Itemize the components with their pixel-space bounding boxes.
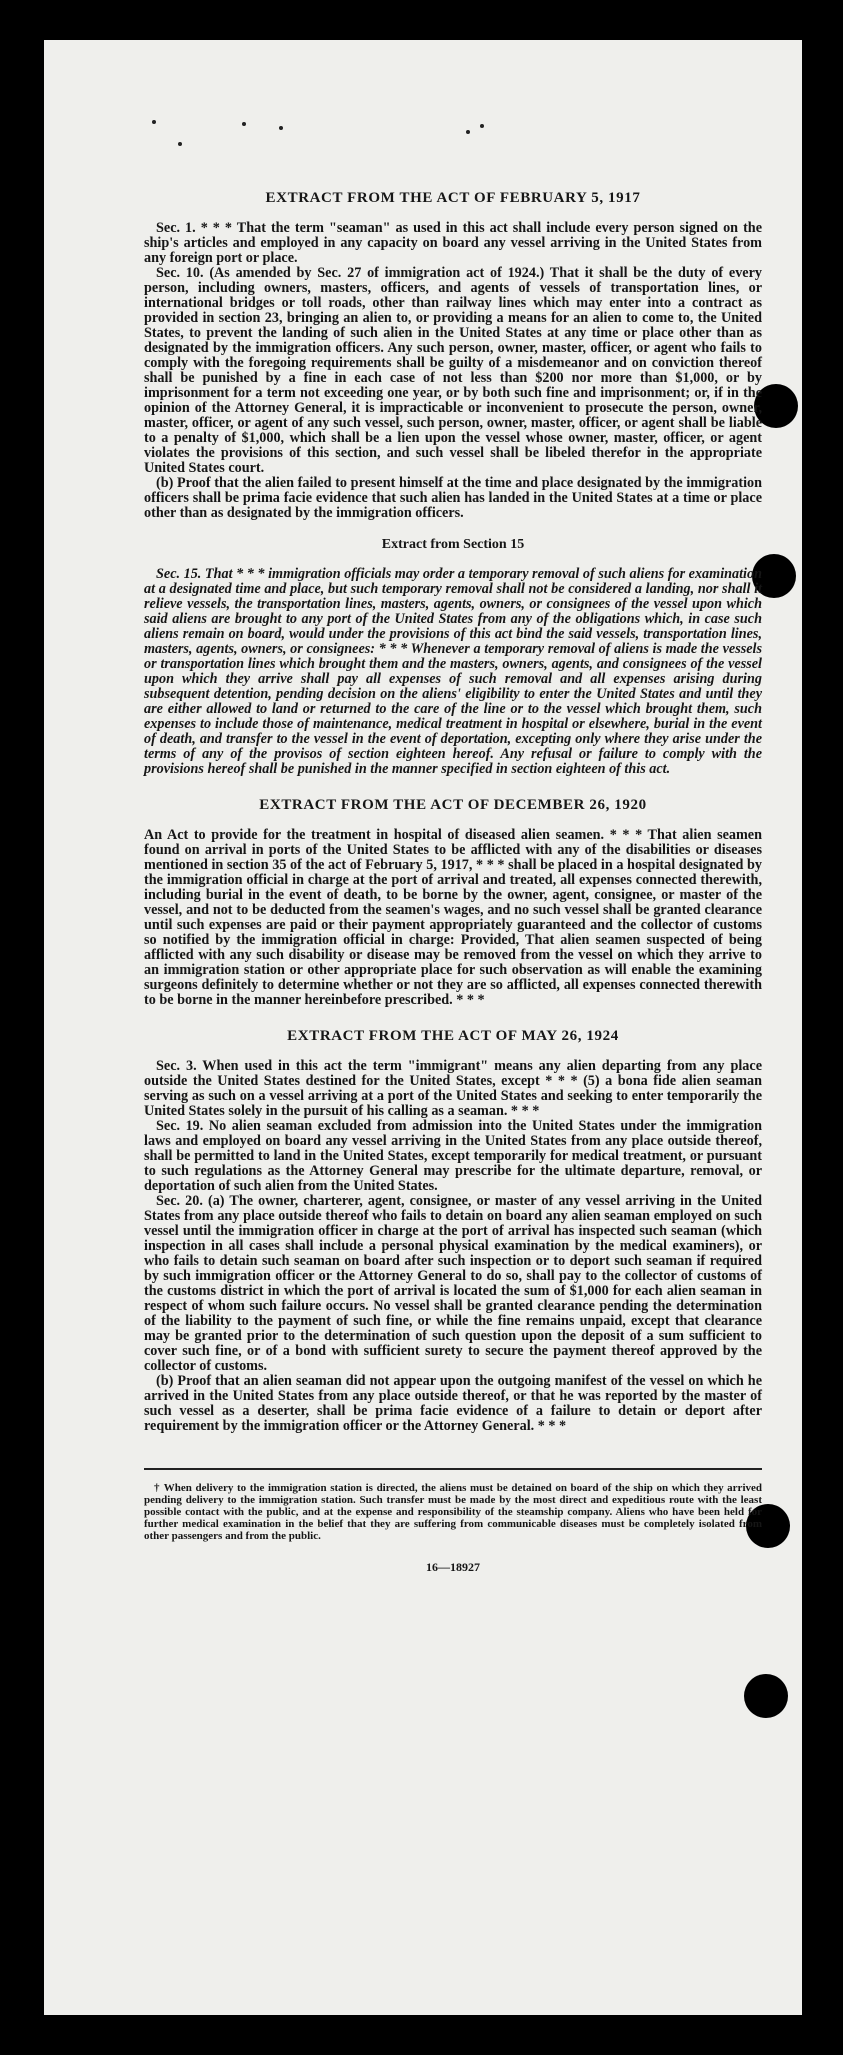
- heading-section-15: Extract from Section 15: [381, 537, 525, 552]
- paragraph-sec-20-b: (b) Proof that an alien seaman did not appear upon the outgoing manifest of the vessel on which he arrived in the United States from any place outside thereof, or that he was reported by the master of such vessel as a deserter, shall be prima facie evidence of a failure to detain or deport after requirement by the immigration officer or the Attorney General. * * *: [144, 1373, 762, 1434]
- document-page: [44, 40, 802, 2015]
- document-body: [144, 190, 762, 1575]
- paper-speck: [466, 130, 470, 134]
- paper-speck: [178, 142, 182, 146]
- heading-act-1924: EXTRACT FROM THE ACT OF MAY 26, 1924: [287, 1028, 619, 1044]
- paragraph-sec-3: Sec. 3. When used in this act the term "immigrant" means any alien departing from any place outside the United States destined for the United States, except * * * (5) a bona fide alien seaman serving as such on a vessel arriving at a port of the United States and seeking to enter temporarily the United States solely in the pursuit of his calling as a seaman. * * *: [144, 1058, 762, 1119]
- paper-speck: [480, 124, 484, 128]
- paragraph-sec-1: Sec. 1. * * * That the term "seaman" as used in this act shall include every person signed on the ship's articles and employed in any capacity on board any vessel arriving in the United States from any foreign port or place.: [144, 220, 762, 266]
- heading-act-1920: EXTRACT FROM THE ACT OF DECEMBER 26, 1920: [259, 797, 647, 813]
- form-number: 16—18927: [426, 1560, 480, 1574]
- paper-speck: [279, 126, 283, 130]
- paper-speck: [152, 120, 156, 124]
- paragraph-sec-10-b: (b) Proof that the alien failed to present himself at the time and place designated by the immigration officers shall be prima facie evidence that such alien has landed in the United States at a time or place other than as designated by the immigration officers.: [144, 475, 762, 521]
- punch-hole: [744, 1674, 788, 1718]
- paragraph-act-1920: An Act to provide for the treatment in hospital of diseased alien seamen. * * * That alien seamen found on arrival in ports of the United States to be afflicted with any of the disabilities or diseases mentioned in section 35 of the act of February 5, 1917, * * * shall be placed in a hospital designated by the immigration official in charge at the port of arrival and treated, all expenses connected therewith, including burial in the event of death, to be borne by the owner, agent, consignee, or master of the vessel, and not to be deducted from the seamen's wages, and no such vessel shall be granted clearance until such expenses are paid or their payment appropriately guaranteed and the collector of customs so notified by the immigration official in charge: Provided, That alien seamen suspected of being afflicted with any such disability or disease may be removed from the vessel on which they arrive to an immigration station or other appropriate place for such observation as will enable the examining surgeons definitely to determine whether or not they are so afflicted, all expenses connected therewith to be borne in the manner hereinbefore prescribed. * * *: [144, 827, 762, 1008]
- paragraph-sec-20-a: Sec. 20. (a) The owner, charterer, agent, consignee, or master of any vessel arriving in the United States from any place outside thereof who fails to detain on board any alien seaman employed on such vessel until the immigration officer in charge at the port of arrival has inspected such seaman (which inspection in all cases shall include a personal physical examination by the medical examiners), or who fails to detain such seaman on board after such inspection or to deport such seaman if required by such immigration officer or the Attorney General to do so, shall pay to the collector of customs of the customs district in which the port of arrival is located the sum of $1,000 for each alien seaman in respect of whom such failure occurs. No vessel shall be granted clearance pending the determination of the liability to the payment of such fine, or while the fine remains unpaid, except that clearance may be granted prior to the determination of such question upon the deposit of a sum sufficient to cover such fine, or of a bond with sufficient surety to secure the payment thereof approved by the collector of customs.: [144, 1193, 762, 1374]
- paragraph-sec-15: Sec. 15. That * * * immigration officials may order a temporary removal of such aliens for examination at a designated time and place, but such temporary removal shall not be considered a landing, nor shall it relieve vessels, the transportation lines, masters, agents, owners, or consignees of the vessel upon which said aliens are brought to any port of the United States from any of the obligations which, in case such aliens remain on board, would under the provisions of this act bind the said vessels, transportation lines, masters, agents, owners, or consignees: * * * Whenever a temporary removal of aliens is made the vessels or transportation lines which brought them and the masters, owners, agents, and consignees of the vessel upon which they arrive shall pay all expenses of such removal and all expenses arising during subsequent detention, pending decision on the aliens' eligibility to enter the United States and until they are either allowed to land or returned to the care of the line or to the vessel which brought them, such expenses to include those of maintenance, medical treatment in hospital or elsewhere, burial in the event of death, and transfer to the vessel in the event of deportation, excepting only where they arise under the terms of any of the provisos of section eighteen hereof. Any refusal or failure to comply with the provisions hereof shall be punished in the manner specified in section eighteen of this act.: [144, 566, 762, 777]
- footnote: † When delivery to the immigration station is directed, the aliens must be detained on board of the ship on which they arrived pending delivery to the immigration station. Such transfer must be made by the most direct and expeditious route with the least possible contact with the public, and at the expense and responsibility of the steamship company. Aliens who have been held for further medical examination in the belief that they are suffering from communicable diseases must be completely isolated from other passengers and from the public.: [144, 1482, 762, 1542]
- paragraph-sec-10: Sec. 10. (As amended by Sec. 27 of immigration act of 1924.) That it shall be the duty of every person, including owners, masters, officers, and agents of vessels of transportation lines, or international bridges or toll roads, other than railway lines which may enter into a contract as provided in section 23, bringing an alien to, or providing a means for an alien to come to, the United States, to prevent the landing of such alien in the United States at any time or place other than as designated by the immigration officers. Any such person, owner, master, officer, or agent who fails to comply with the foregoing requirements shall be guilty of a misdemeanor and on conviction thereof shall be punished by a fine in each case of not less than $200 nor more than $1,000, or by imprisonment for a term not exceeding one year, or by both such fine and imprisonment; or, if in the opinion of the Attorney General, it is impracticable or inconvenient to prosecute the person, owner, master, officer, or agent of any such vessel, such person, owner, master, officer, or agent shall be liable to a penalty of $1,000, which shall be a lien upon the vessel whose owner, master, officer, or agent violates the provisions of this section, and such vessel shall be libeled therefor in the appropriate United States court.: [144, 265, 762, 476]
- paper-speck: [242, 122, 246, 126]
- paragraph-sec-19: Sec. 19. No alien seaman excluded from admission into the United States under the immigration laws and employed on board any vessel arriving in the United States from any place outside thereof, shall be permitted to land in the United States, except temporarily for medical treatment, or pursuant to such regulations as the Attorney General may prescribe for the ultimate departure, removal, or deportation of such alien from the United States.: [144, 1118, 762, 1194]
- footnote-divider: [144, 1468, 762, 1470]
- heading-act-1917: EXTRACT FROM THE ACT OF FEBRUARY 5, 1917: [265, 190, 641, 206]
